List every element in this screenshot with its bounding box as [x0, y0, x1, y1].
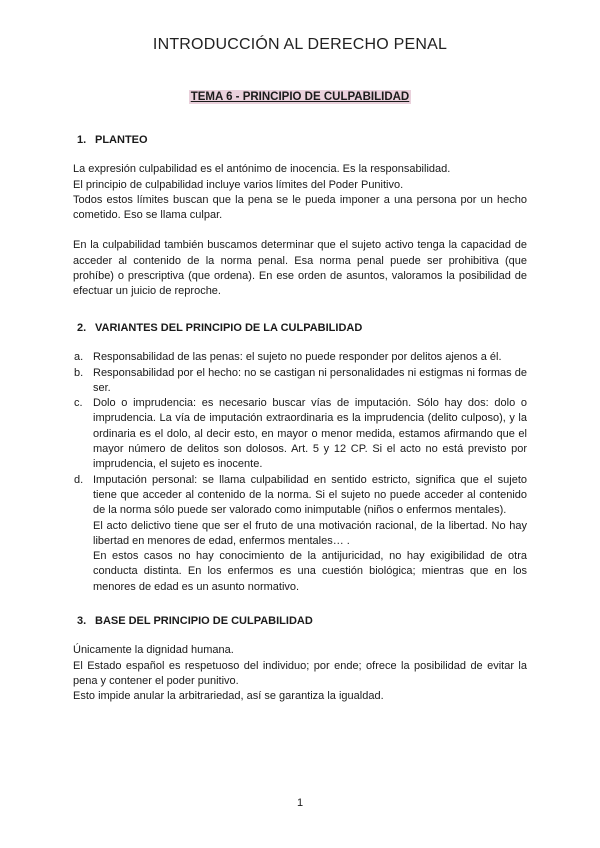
- document-title: INTRODUCCIÓN AL DERECHO PENAL: [152, 36, 448, 53]
- section-title: VARIANTES DEL PRINCIPIO DE LA CULPABILIDAD: [95, 322, 363, 334]
- section-number: 1.: [77, 134, 87, 146]
- paragraph: Todos estos límites buscan que la pena se le pueda imponer a una persona por un hecho cometido. Eso se llama culpar.: [73, 193, 527, 222]
- list-marker: a.: [74, 351, 84, 364]
- paragraph: En la culpabilidad también buscamos determinar que el sujeto activo tenga la capacidad de acceder al contenido de la norma penal. Esa norma penal puede ser prohibitiva (que prohíbe) o prescriptiva (que ordena). En ese orden de asuntos, valoramos la posibilidad de efectuar un juicio de reproche.: [73, 239, 527, 298]
- topic-heading: TEMA 6 - PRINCIPIO DE CULPABILIDAD: [190, 91, 410, 103]
- section-title: PLANTEO: [95, 134, 148, 146]
- section-planteo: [73, 133, 527, 300]
- list-marker: d.: [74, 473, 84, 486]
- paragraph: El principio de culpabilidad incluye varios límites del Poder Punitivo.: [73, 178, 404, 191]
- section-heading: [77, 133, 527, 148]
- paragraph: Únicamente la dignidad humana.: [73, 644, 234, 657]
- section-title: BASE DEL PRINCIPIO DE CULPABILIDAD: [95, 615, 313, 627]
- variants-list: [73, 350, 527, 595]
- list-item: [73, 366, 527, 397]
- list-item-text: En estos casos no hay conocimiento de la antijuricidad, no hay exigibilidad de otra conducta distinta. En los enfermos es una cuestión biológica; mientras que en los menores de edad es un asunto normativo.: [93, 550, 527, 593]
- section-variantes: [73, 321, 527, 595]
- section-heading: [77, 614, 527, 629]
- list-item-text: Responsabilidad de las penas: el sujeto no puede responder por delitos ajenos a él.: [93, 351, 502, 364]
- paragraph: El Estado español es respetuoso del individuo; por ende; ofrece la posibilidad de evitar la pena y contener el poder punitivo.: [73, 659, 527, 687]
- list-marker: c.: [74, 397, 83, 410]
- list-item: [73, 473, 527, 595]
- page-number: 1: [296, 797, 304, 809]
- topic-heading-wrapper: [0, 87, 600, 105]
- section-heading: [77, 321, 527, 336]
- list-item-text: Responsabilidad por el hecho: no se castigan ni personalidades ni estigmas ni formas de ser.: [93, 366, 527, 394]
- section-number: 2.: [77, 322, 87, 334]
- paragraph: Esto impide anular la arbitrariedad, así se garantiza la igualdad.: [73, 690, 384, 703]
- list-item: [73, 396, 527, 472]
- paragraph: La expresión culpabilidad es el antónimo de inocencia. Es la responsabilidad.: [73, 163, 451, 176]
- list-item-text: Imputación personal: se llama culpabilidad en sentido estricto, significa que el sujeto tiene que acceder al contenido de la norma. Si el sujeto no puede acceder al contenido de la norma sólo puede ser valorado como inimputable (niños o enfermos mentales).: [93, 473, 527, 517]
- list-item: [73, 350, 527, 365]
- section-number: 3.: [77, 615, 87, 627]
- section-base: [73, 614, 527, 704]
- list-item-text: Dolo o imprudencia: es necesario buscar vías de imputación. Sólo hay dos: dolo o imprudencia. La vía de imputación extraordinaria es la imprudencia (delito culposo), y la ordinaria es el dolo, al decir esto, en mayor o menor medida, estamos afirmando que el mayor número de delitos son dolosos. Art. 5 y 12 CP. Si el acto no está previsto por imprudencia, el sujeto es inocente.: [93, 397, 527, 471]
- list-item-text: El acto delictivo tiene que ser el fruto de una motivación racional, de la libertad. No hay libertad en menores de edad, enfermos mentales… .: [93, 519, 527, 547]
- list-marker: b.: [74, 366, 84, 379]
